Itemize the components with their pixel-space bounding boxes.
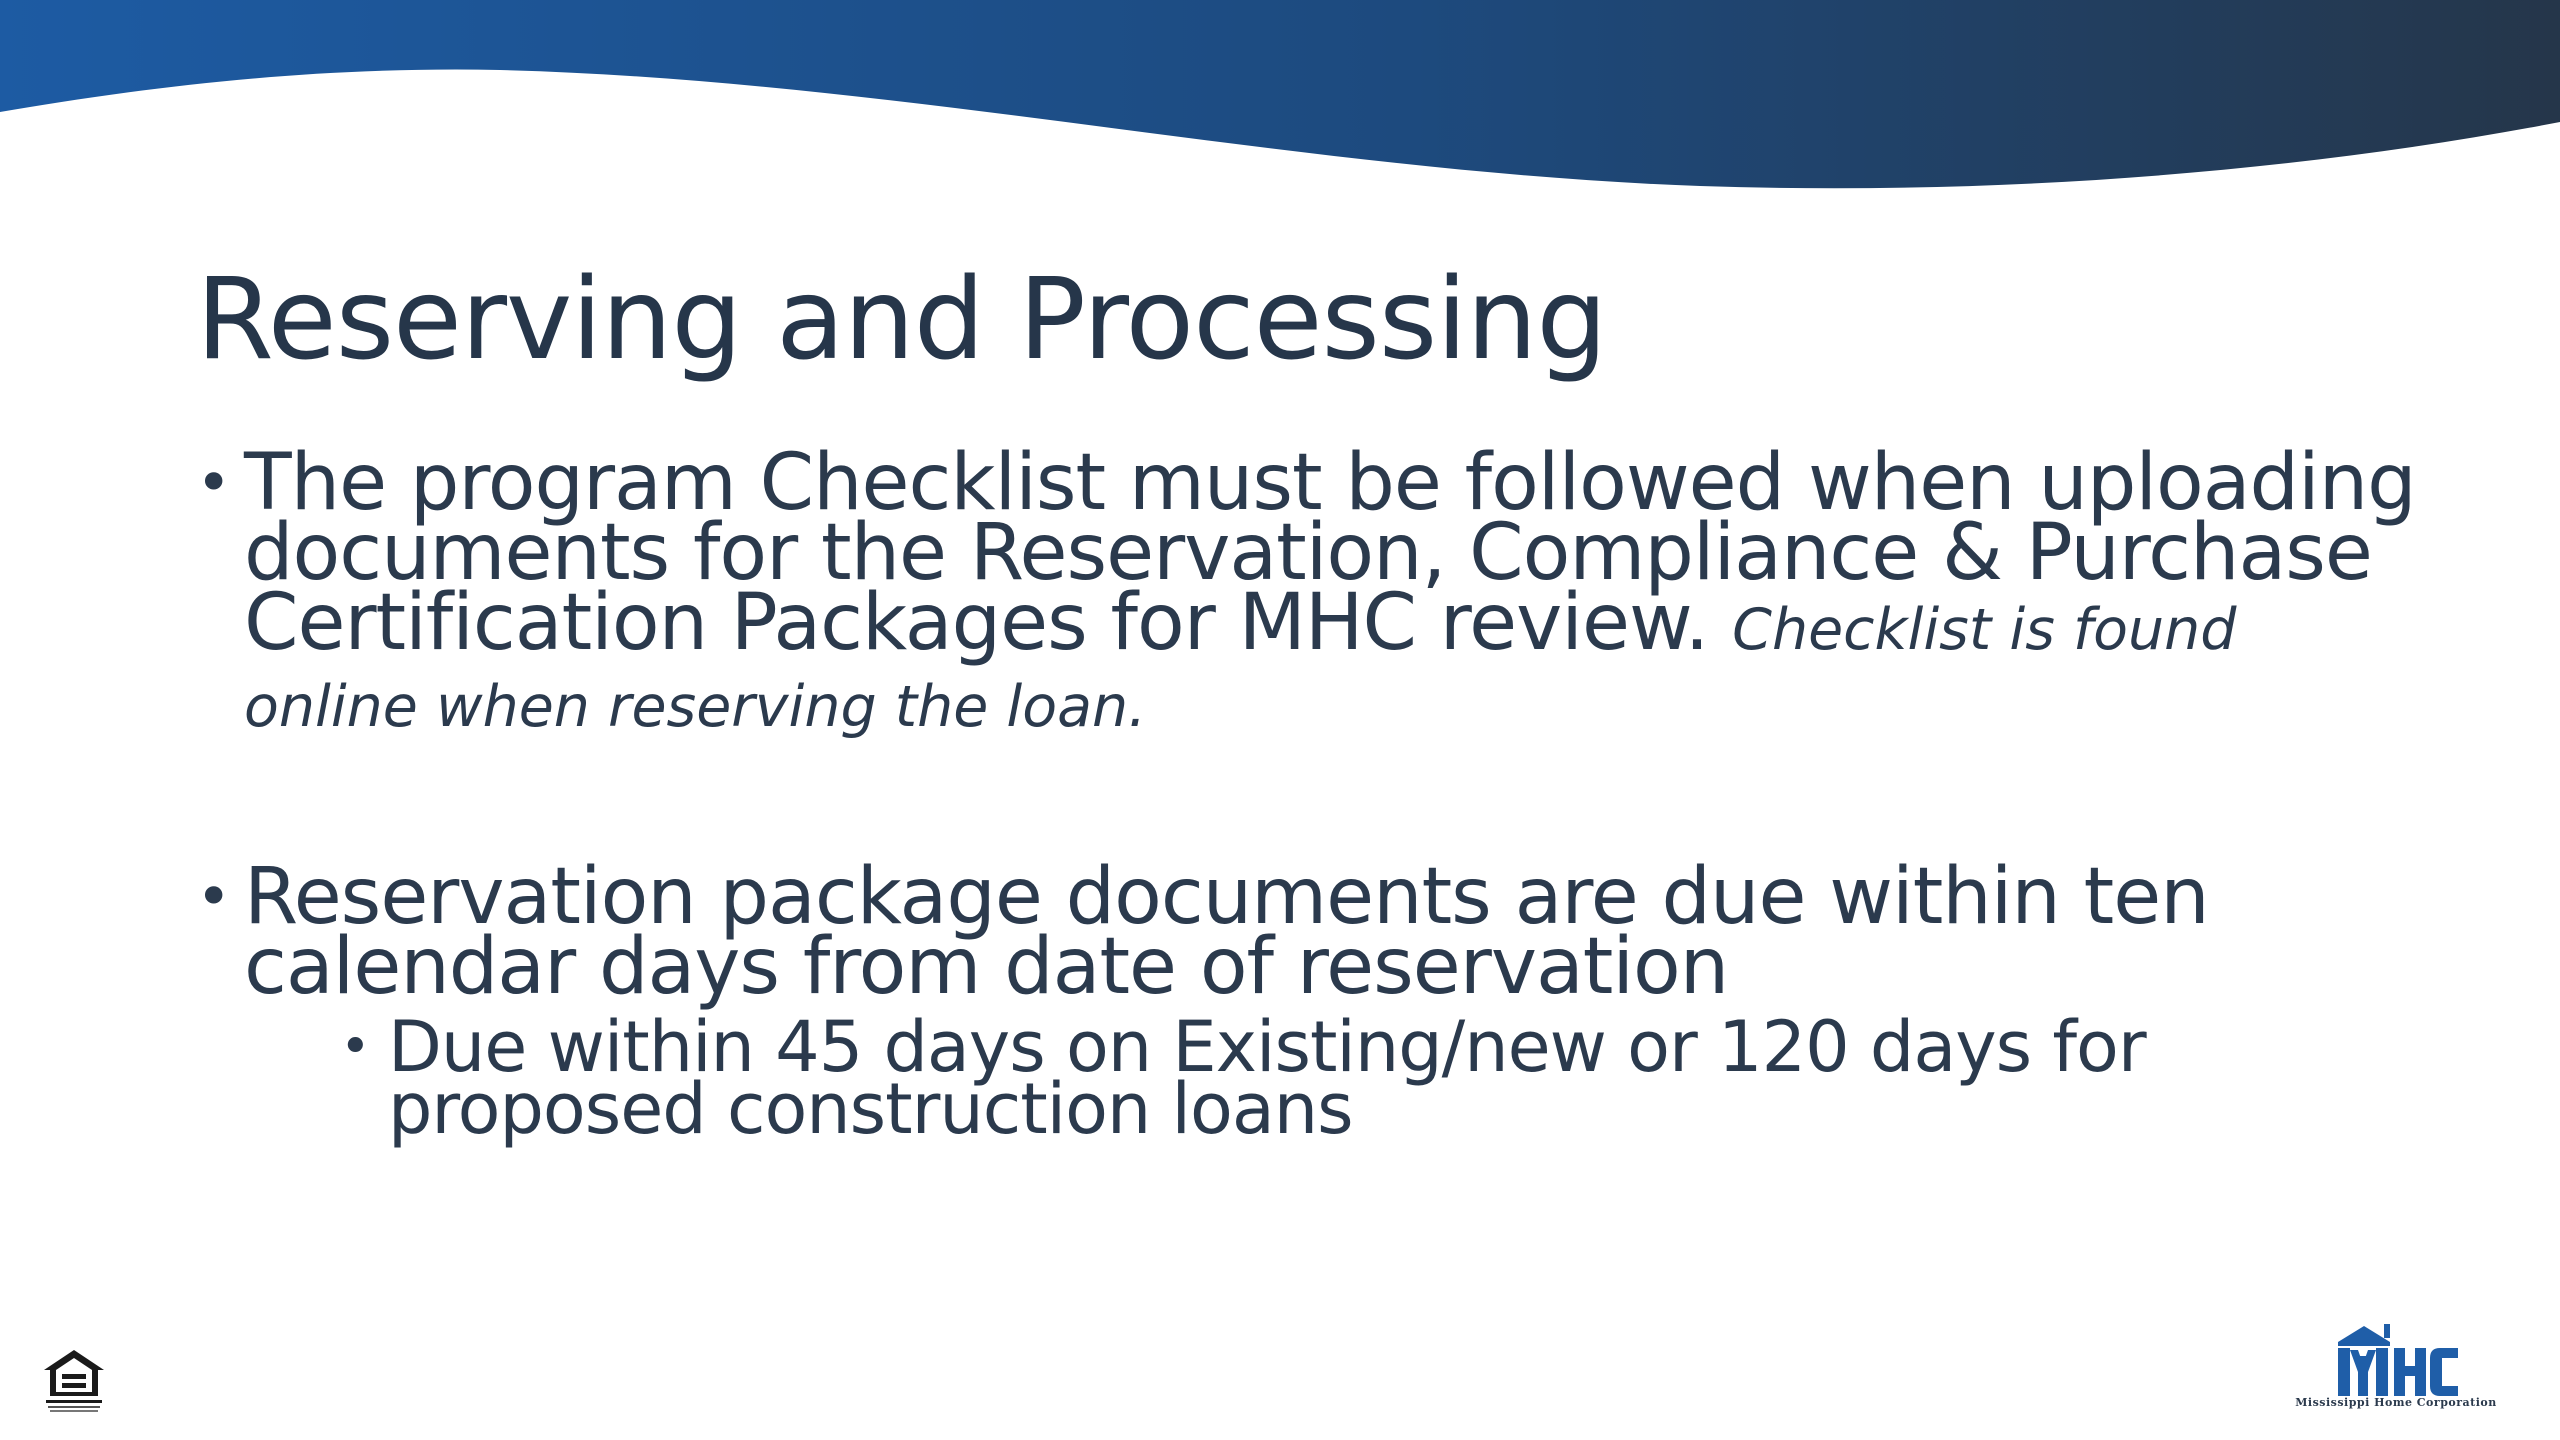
bullet-marker: • <box>196 862 231 932</box>
bullet-text: The program Checklist must be followed when uploading documents for the Reservation, Compliance & Purchase Certification Packages for MHC review. <box>244 438 2416 668</box>
equal-housing-opportunity-icon <box>40 1346 108 1414</box>
sub-bullet-text: Due within 45 days on Existing/new or 120 days for proposed construction loans <box>388 1006 2146 1150</box>
mhc-caption: Mississippi Home Corporation <box>2295 1396 2497 1409</box>
bullet-item <box>196 852 2416 1012</box>
bullet-list <box>196 438 2416 1150</box>
slide-title: Reserving and Processing <box>196 255 1607 385</box>
sub-bullet-item <box>340 1006 2416 1150</box>
bullet-marker: • <box>196 448 231 518</box>
bullet-text: Reservation package documents are due within ten calendar days from date of reservation <box>244 852 2209 1012</box>
bullet-note: Checklist is found online when reserving the loan. <box>244 597 2237 740</box>
header-wave-banner <box>0 0 2560 200</box>
sub-bullet-marker: • <box>340 1017 370 1077</box>
bullet-item <box>196 438 2416 742</box>
